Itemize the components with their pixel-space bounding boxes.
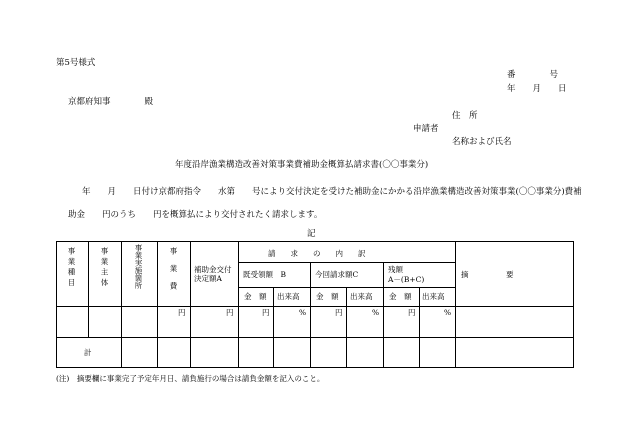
unit-cost: 円 [178, 308, 186, 317]
col-header-request-breakdown: 請 求 の 内 訳 [268, 249, 366, 258]
unit-received-amount: 円 [262, 308, 270, 317]
document-title: 年度沿岸漁業構造改善対策事業費補助金概算払請求書(〇〇事業分) [175, 160, 429, 170]
col-header-entity: 事業主体 [100, 247, 109, 289]
body-line-1: 年 月 日付け京都府指令 水第 号により交付決定を受けた補助金にかかる沿岸漁業構造改善対策事業(〇〇事業分)費補 [82, 187, 582, 197]
unit-remaining-amount: 円 [408, 308, 416, 317]
col-header-location: 事業実施箇所 [134, 244, 143, 289]
col-header-received: 既受領額 B [243, 270, 287, 279]
sub-amount-received: 金 額 [244, 292, 267, 301]
sub-progress-current: 出来高 [350, 292, 373, 301]
form-number: 第5号様式 [56, 58, 96, 68]
applicant-label: 申請者 [413, 124, 439, 134]
unit-remaining-progress: % [444, 308, 452, 317]
date-label: 年 月 日 [507, 84, 567, 94]
sub-amount-current: 金 額 [316, 292, 339, 301]
sub-progress-remaining: 出来高 [422, 292, 445, 301]
total-label: 計 [84, 348, 92, 357]
col-header-category: 事業種目 [67, 247, 76, 289]
unit-current-amount: 円 [335, 308, 343, 317]
name-label: 名称および氏名 [452, 137, 512, 147]
col-header-remaining-formula: A－(B+C) [388, 275, 425, 284]
col-header-cost: 事業費 [169, 247, 178, 300]
unit-current-progress: % [372, 308, 380, 317]
number-label: 番 号 [507, 70, 559, 80]
unit-subsidy: 円 [226, 308, 234, 317]
col-header-remaining: 残額 [388, 265, 403, 274]
unit-received-progress: % [299, 308, 307, 317]
address-label: 住 所 [452, 111, 478, 121]
col-header-remarks: 摘 要 [461, 270, 514, 279]
footnote: (注) 摘要欄に事業完了予定年月日、請負施行の場合は請負金額を記入のこと。 [56, 374, 325, 383]
sub-amount-remaining: 金 額 [389, 292, 412, 301]
col-header-current: 今回請求額C [315, 270, 359, 279]
ki-label: 記 [307, 229, 316, 239]
body-line-2: 助金 円のうち 円を概算払により交付されたく請求します。 [68, 210, 323, 220]
addressee: 京都府知事 殿 [68, 97, 154, 107]
col-header-subsidy: 補助金交付決定額A [194, 265, 232, 283]
sub-progress-received: 出来高 [277, 292, 300, 301]
